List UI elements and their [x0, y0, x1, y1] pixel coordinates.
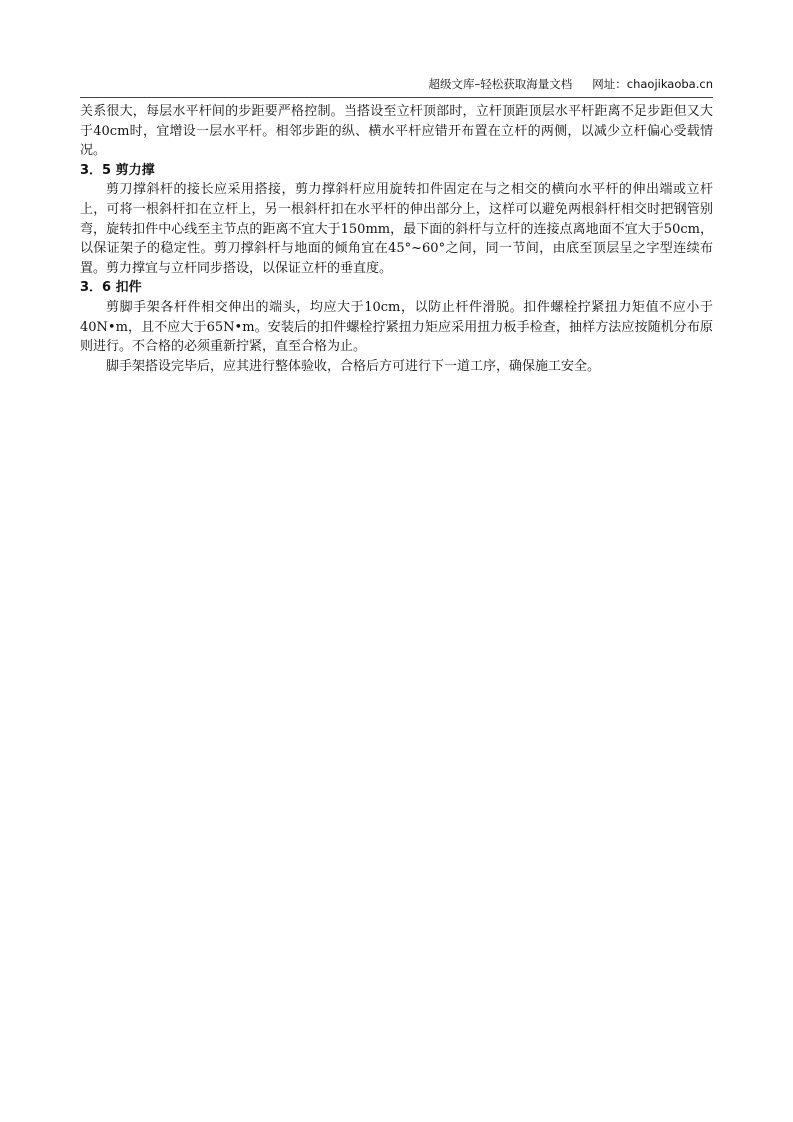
closing-paragraph: 脚手架搭设完毕后，应其进行整体验收，合格后方可进行下一道工序，确保施工安全。: [106, 358, 601, 374]
section-heading-3-6: 3．6 扣件: [80, 280, 142, 296]
header-divider: [80, 97, 713, 98]
header-url: 网址：chaojikaoba.cn: [592, 77, 713, 91]
page-header: [429, 76, 714, 92]
section-heading-3-5: 3．5 剪力撑: [80, 162, 155, 178]
section-3-5-paragraph: 剪刀撑斜杆的接长应采用搭接，剪力撑斜杆应用旋转扣件固定在与之相交的横向水平杆的伸出端或立杆上，可将一根斜杆扣在立杆上，另一根斜杆扣在水平杆的伸出部分上，这样可以避免两根斜杆相交时把钢管别弯，旋转扣件中心线至主节点的距离不宜大于150mm，最下面的斜杆与立杆的连接点离地面不宜大于50cm，以保证架子的稳定性。剪刀撑斜杆与地面的倾角宜在45°~60°之间，同一节间，由底至顶层呈之字型连续布置。剪力撑宜与立杆同步搭设，以保证立杆的垂直度。: [80, 182, 713, 276]
section-3-6-paragraph: 剪脚手架各杆件相交伸出的端头，均应大于10cm，以防止杆件滑脱。扣件螺栓拧紧扭力矩值不应小于40N•m，且不应大于65N•m。安装后的扣件螺栓拧紧扭力矩应采用扭力板手检查，抽样方法应按随机分布原则进行。不合格的必须重新拧紧，直至合格为止。: [80, 299, 713, 355]
continuation-paragraph: 关系很大，每层水平杆间的步距要严格控制。当搭设至立杆顶部时，立杆顶距顶层水平杆距离不足步距但又大于40cm时，宜增设一层水平杆。相邻步距的纵、横水平杆应错开布置在立杆的两侧，以减少立杆偏心受载情况。: [80, 104, 713, 159]
header-site-name: 超级文库–轻松获取海量文档: [428, 77, 573, 91]
document-body: [80, 102, 713, 376]
